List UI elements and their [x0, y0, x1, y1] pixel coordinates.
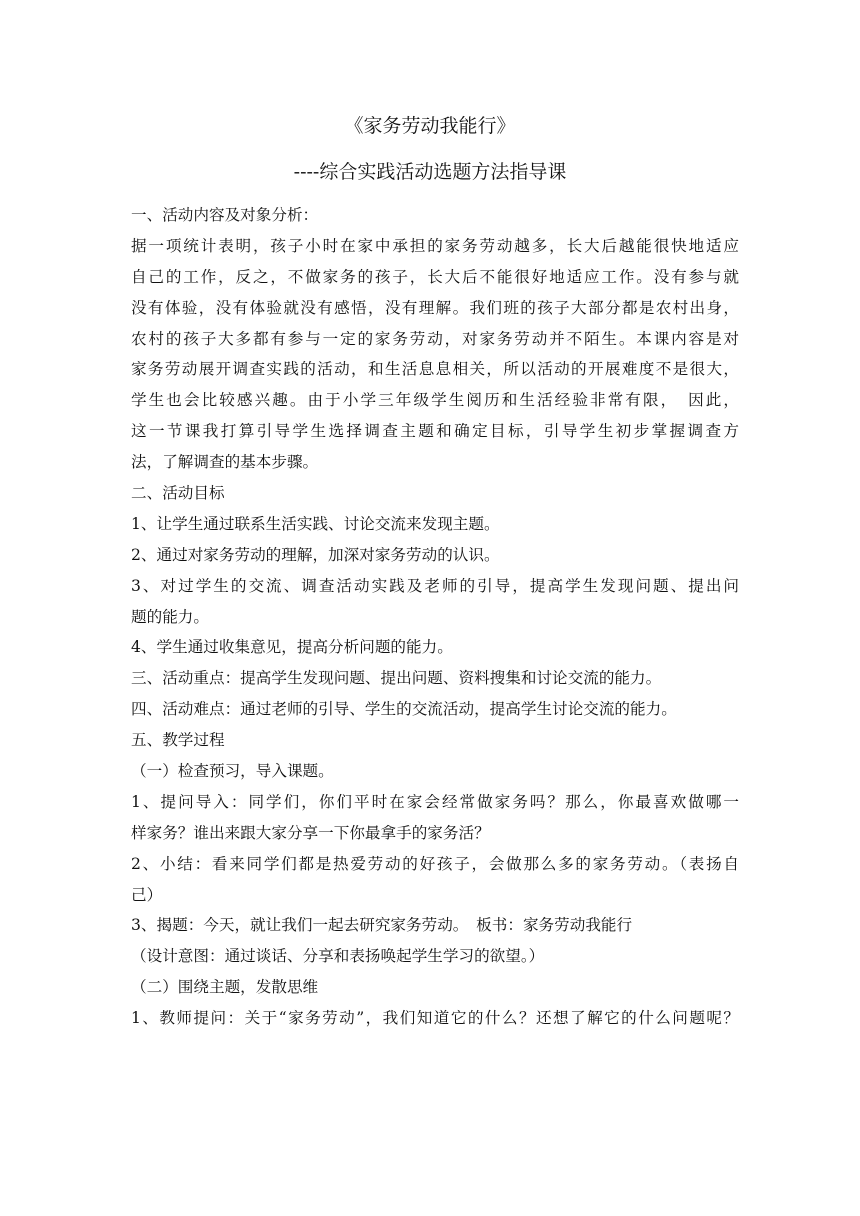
paragraph-line: 没有体验，没有体验就没有感悟，没有理解。我们班的孩子大部分都是农村出身， — [131, 298, 739, 317]
document-subtitle: ----综合实践活动选题方法指导课 — [293, 161, 567, 183]
paragraph-line: 题的能力。 — [131, 607, 209, 626]
paragraph-line: 1、提问导入：同学们，你们平时在家会经常做家务吗？那么，你最喜欢做哪一 — [131, 792, 739, 811]
paragraph-line: 样家务？谁出来跟大家分享一下你最拿手的家务活？ — [131, 823, 490, 842]
paragraph-line: （一）检查预习，导入课题。 — [131, 762, 334, 781]
paragraph-line: 三、活动重点：提高学生发现问题、提出问题、资料搜集和讨论交流的能力。 — [131, 669, 662, 688]
document-title: 《家务劳动我能行》 — [344, 115, 516, 137]
paragraph-line: 法，了解调查的基本步骤。 — [131, 453, 319, 472]
paragraph-line: （设计意图：通过谈话、分享和表扬唤起学生学习的欲望。） — [131, 947, 545, 966]
paragraph-line: 家务劳动展开调查实践的活动，和生活息息相关，所以活动的开展难度不是很大， — [131, 360, 739, 379]
paragraph-line: 3、对过学生的交流、调查活动实践及老师的引导，提高学生发现问题、提出问 — [131, 576, 739, 595]
paragraph-line: 据一项统计表明，孩子小时在家中承担的家务劳动越多，长大后越能很快地适应 — [131, 236, 739, 255]
paragraph-line: 己） — [131, 885, 163, 904]
paragraph-line: 4、学生通过收集意见，提高分析问题的能力。 — [131, 638, 453, 657]
paragraph-line: 四、活动难点：通过老师的引导、学生的交流活动，提高学生讨论交流的能力。 — [131, 700, 677, 719]
paragraph-line: 一、活动内容及对象分析： — [131, 206, 319, 224]
paragraph-line: 学生也会比较感兴趣。由于小学三年级学生阅历和生活经验非常有限， 因此， — [131, 391, 739, 410]
paragraph-line: （二）围绕主题，发散思维 — [131, 978, 319, 997]
paragraph-line: 3、揭题：今天，就让我们一起去研究家务劳动。 板书：家务劳动我能行 — [131, 916, 633, 935]
paragraph-line: 自己的工作，反之，不做家务的孩子，长大后不能很好地适应工作。没有参与就 — [131, 267, 739, 286]
paragraph-line: 这一节课我打算引导学生选择调查主题和确定目标，引导学生初步掌握调查方 — [131, 422, 739, 441]
paragraph-line: 2、通过对家务劳动的理解，加深对家务劳动的认识。 — [131, 545, 500, 564]
paragraph-line: 农村的孩子大多都有参与一定的家务劳动，对家务劳动并不陌生。本课内容是对 — [131, 329, 739, 348]
paragraph-line: 2、小结：看来同学们都是热爱劳动的好孩子，会做那么多的家务劳动。（表扬自 — [131, 854, 739, 873]
paragraph-line: 1、让学生通过联系生活实践、讨论交流来发现主题。 — [131, 514, 500, 533]
document-body — [131, 200, 739, 1034]
paragraph-line: 五、教学过程 — [131, 731, 225, 750]
paragraph-line: 1、教师提问：关于“家务劳动”，我们知道它的什么？还想了解它的什么问题呢？ — [131, 1009, 739, 1028]
paragraph-line: 二、活动目标 — [131, 484, 225, 503]
